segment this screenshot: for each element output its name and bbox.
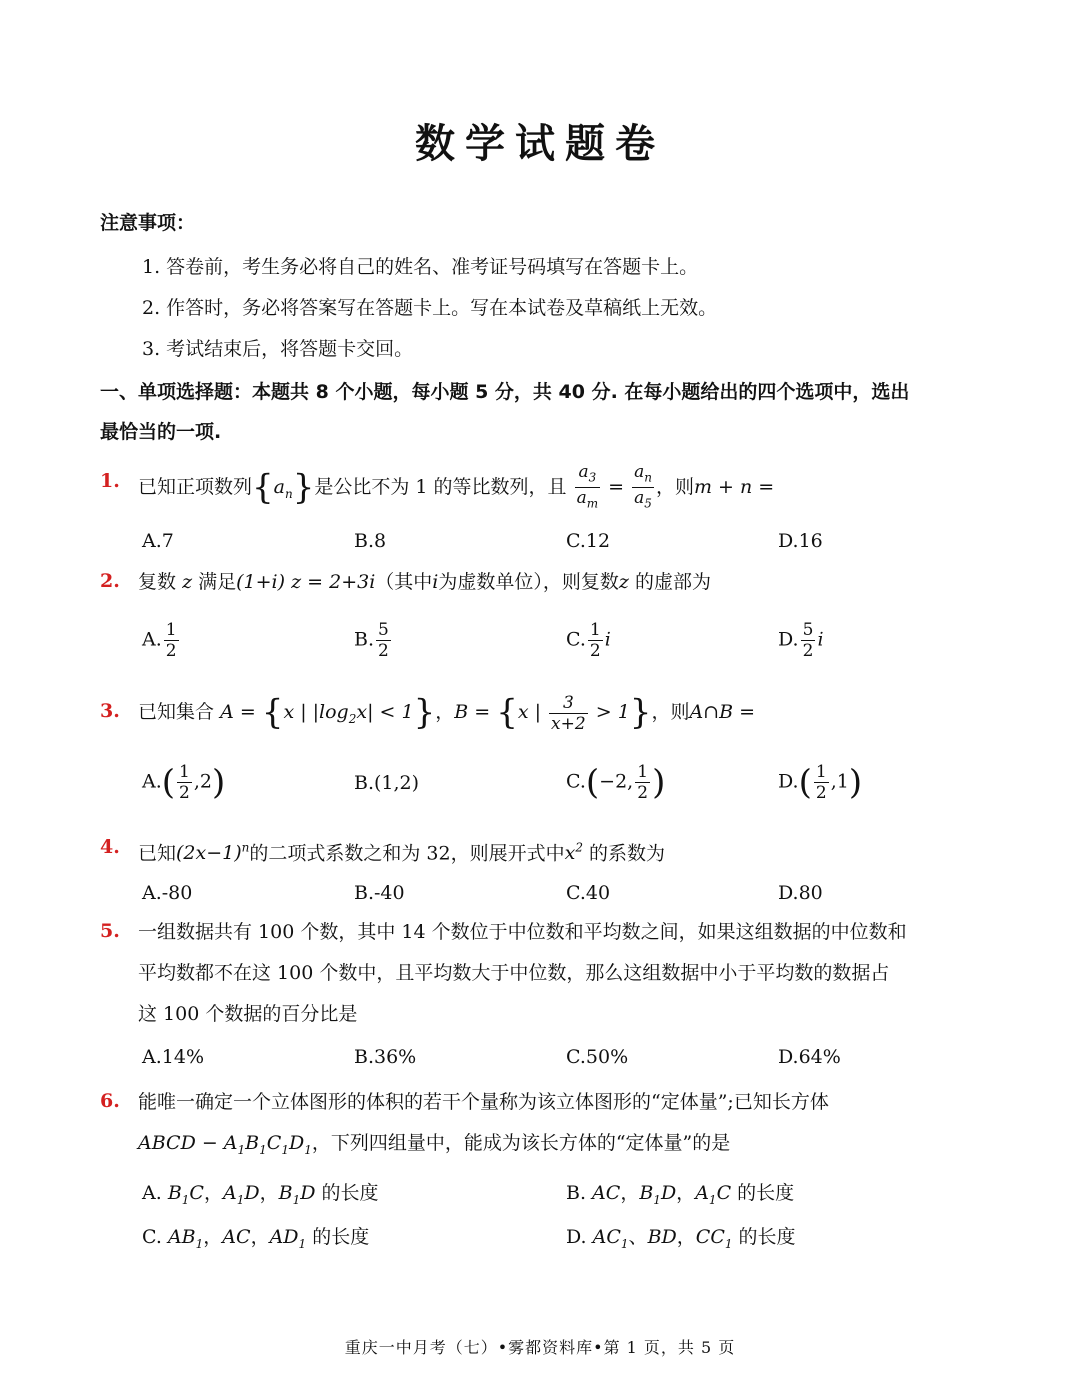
section-heading-line: 一、单项选择题：本题共 8 个小题，每小题 5 分，共 40 分. 在每小题给出的四个选项中，选出 xyxy=(100,381,910,403)
option-a[interactable]: A.7 xyxy=(142,530,174,552)
formula: B = {x | $\frac{3}{x+2}$ > 1} xyxy=(454,692,652,734)
option-c[interactable]: C.40 xyxy=(566,882,611,904)
formula: z xyxy=(182,571,193,593)
question-text-part: ，则 xyxy=(655,475,694,498)
section-heading-line: 最恰当的一项. xyxy=(100,421,222,443)
question-text: 已知集合 A = {x | $|\log_2x| < 1$}，B = {x | $\frac{3}{x+2}$ > 1}，则A∩B = xyxy=(138,692,756,734)
formula: i xyxy=(432,571,439,593)
option-a[interactable]: A.( $\frac{1}{2}$ ,2) xyxy=(142,762,226,803)
page-footer: 重庆一中月考（七）•雾都资料库•第 1 页，共 5 页 xyxy=(344,1338,736,1357)
question-text-part: 的系数为 xyxy=(589,842,666,865)
question-text-line: 这 100 个数据的百分比是 xyxy=(138,1003,358,1025)
question-text xyxy=(138,912,978,1035)
option-d[interactable]: D. $\frac{5}{2}$ i xyxy=(778,620,824,661)
option-c[interactable]: C.12 xyxy=(566,530,611,552)
question-text-line xyxy=(138,1123,978,1171)
formula: $(2x-1)^n$ xyxy=(176,841,250,865)
question-text-part: 已知正项数列 xyxy=(138,475,253,498)
question-text-part: 已知 xyxy=(138,842,177,865)
fraction: $\frac{a_3}{a_m}$ xyxy=(576,462,599,511)
formula: $x^2$ xyxy=(564,841,583,865)
option-c[interactable]: C. $AB_1$，AC，$AD_1$ 的长度 xyxy=(142,1226,370,1251)
question-text-part: 复数 xyxy=(138,571,177,593)
question-text-part: 为虚数单位），则复数 xyxy=(438,571,619,593)
question-text-line: 平均数都不在这 100 个数中，且平均数大于中位数，那么这组数据中小于平均数的数据占 xyxy=(138,962,890,984)
notice-heading: 注意事项： xyxy=(100,212,196,234)
notice-item: 2. 作答时，务必将答案写在答题卡上。写在本试卷及草稿纸上无效。 xyxy=(142,297,718,319)
option-b[interactable]: B.36% xyxy=(354,1046,417,1068)
formula: z xyxy=(618,571,629,593)
option-b[interactable]: B.-40 xyxy=(354,882,405,904)
option-a[interactable]: A.-80 xyxy=(142,882,193,904)
question-text-line: 能唯一确定一个立体图形的体积的若干个量称为该立体图形的“定体量”;已知长方体 xyxy=(138,1091,829,1113)
question-text-part: ，下列四组量中，能成为该长方体的“定体量”的是 xyxy=(311,1132,731,1154)
question-number: 1. xyxy=(100,470,120,492)
notice-item: 3. 考试结束后，将答题卡交回。 xyxy=(142,338,414,360)
question-text-part: 是公比不为 1 的等比数列，且 xyxy=(314,475,567,498)
option-a[interactable]: A. $B_1C$，$A_1D$，$B_1D$ 的长度 xyxy=(142,1182,379,1207)
fraction: $\frac{a_n}{a_5}$ xyxy=(634,462,652,511)
notice-item: 1. 答卷前，考生务必将自己的姓名、准考证号码填写在答题卡上。 xyxy=(142,256,699,278)
formula: m + n = xyxy=(694,475,775,498)
question-number: 4. xyxy=(100,836,120,858)
question-number: 6. xyxy=(100,1090,120,1112)
option-b[interactable]: B. AC，$B_1D$，$A_1C$ 的长度 xyxy=(566,1182,795,1207)
option-c[interactable]: C. $\frac{1}{2}$ i xyxy=(566,620,611,661)
option-c[interactable]: C.50% xyxy=(566,1046,629,1068)
question-text: 已知正项数列$\{a_n\}$是公比不为 1 的等比数列，且 $\frac{a_3}{a_m}$ = $\frac{a_n}{a_5}$ ，则m + n = xyxy=(138,462,978,515)
question-text-part: 满足 xyxy=(198,571,237,593)
option-c[interactable]: C.(−2, $\frac{1}{2}$ ) xyxy=(566,762,666,803)
question-text-part: 已知集合 xyxy=(138,701,215,723)
option-a[interactable]: A. $\frac{1}{2}$ xyxy=(142,620,177,661)
option-d[interactable]: D.( $\frac{1}{2}$ ,1) xyxy=(778,762,863,803)
question-number: 3. xyxy=(100,700,120,722)
formula: ABCD − $A_1B_1C_1D_1$ xyxy=(138,1132,312,1157)
question-number: 2. xyxy=(100,570,120,592)
option-d[interactable]: D. $AC_1$、BD，$CC_1$ 的长度 xyxy=(566,1226,796,1251)
option-d[interactable]: D.80 xyxy=(778,882,823,904)
option-a[interactable]: A.14% xyxy=(142,1046,204,1068)
option-d[interactable]: D.64% xyxy=(778,1046,841,1068)
question-text-part: （其中 xyxy=(375,571,433,593)
option-b[interactable]: B.(1,2) xyxy=(354,772,420,794)
section-heading xyxy=(100,372,980,452)
formula: A = {x | $|\log_2x| < 1$} xyxy=(220,692,436,733)
option-b[interactable]: B. $\frac{5}{2}$ xyxy=(354,620,389,661)
formula: $\{a_n\}$ xyxy=(252,467,315,508)
page-title: 数学试题卷 xyxy=(415,120,665,167)
question-text-part: ，则 xyxy=(651,701,690,723)
option-b[interactable]: B.8 xyxy=(354,530,387,552)
question-text xyxy=(138,828,978,874)
question-text-part: 的虚部为 xyxy=(634,571,711,593)
question-text xyxy=(138,1082,978,1171)
formula: (1+i) z = 2+3i xyxy=(236,571,376,593)
question-text xyxy=(138,562,978,603)
question-number: 5. xyxy=(100,920,120,942)
question-text-part: 的二项式系数之和为 32，则展开式中 xyxy=(249,842,565,865)
formula: A∩B = xyxy=(689,701,756,723)
question-text-line: 一组数据共有 100 个数，其中 14 个数位于中位数和平均数之间，如果这组数据的中位数和 xyxy=(138,921,907,943)
option-d[interactable]: D.16 xyxy=(778,530,823,552)
